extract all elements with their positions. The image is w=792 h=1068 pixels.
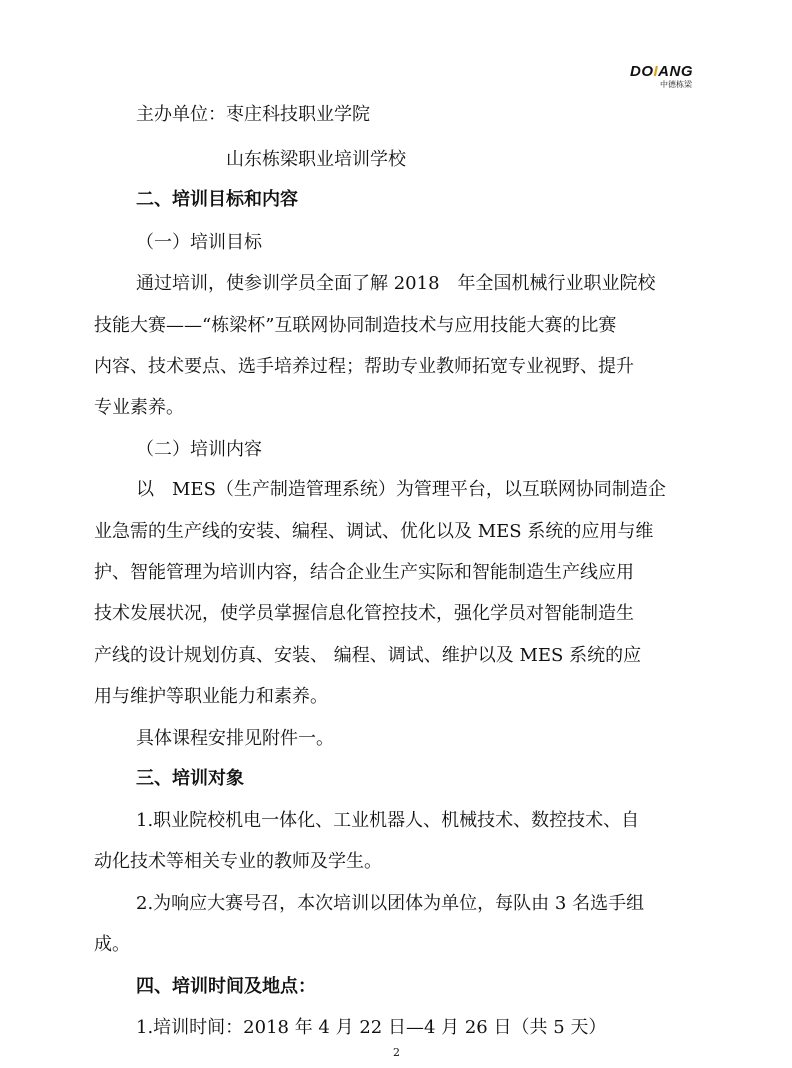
paragraph-line: 产线的设计规划仿真、安装、 编程、调试、维护以及 MES 系统的应 <box>94 645 642 666</box>
logo-subtitle: 中德栋梁 <box>660 80 692 89</box>
list-item-1-cont: 动化技术等相关专业的教师及学生。 <box>94 851 382 872</box>
logo-word-accent: I <box>653 63 659 80</box>
list-item-2: 2.为响应大赛号召，本次培训以团体为单位，每队由 3 名选手组 <box>136 893 645 914</box>
subsection-heading-objectives: （一）培训目标 <box>136 232 262 253</box>
organizer-line-2: 山东栋梁职业培训学校 <box>226 149 406 170</box>
paragraph-line: 技能大赛——“栋梁杯”互联网协同制造技术与应用技能大赛的比赛 <box>94 315 617 336</box>
paragraph-line: 通过培训，使参训学员全面了解 2018 年全国机械行业职业院校 <box>136 273 656 294</box>
paragraph-line: 护、智能管理为培训内容，结合企业生产实际和智能制造生产线应用 <box>94 562 634 583</box>
doiang-logo <box>630 64 702 90</box>
logo-word-a: DO <box>630 63 654 80</box>
paragraph-line: 以 MES（生产制造管理系统）为管理平台，以互联网协同制造企 <box>136 479 666 500</box>
paragraph-line: 业急需的生产线的安装、编程、调试、优化以及 MES 系统的应用与维 <box>94 521 654 542</box>
section-heading-2: 二、培训目标和内容 <box>136 189 298 210</box>
subsection-heading-content: （二）培训内容 <box>136 439 262 460</box>
list-item-1: 1.职业院校机电一体化、工业机器人、机械技术、数控技术、自 <box>136 810 640 831</box>
page-number: 2 <box>393 1046 400 1059</box>
logo-wordmark <box>630 64 702 80</box>
logo-word-b: ANG <box>658 63 694 80</box>
paragraph-line: 具体课程安排见附件一。 <box>136 728 334 749</box>
organizer-line: 主办单位：枣庄科技职业学院 <box>136 104 370 125</box>
paragraph-line: 内容、技术要点、选手培养过程；帮助专业教师拓宽专业视野、提升 <box>94 356 634 377</box>
paragraph-line: 用与维护等职业能力和素养。 <box>94 686 328 707</box>
list-item-2-cont: 成。 <box>94 934 130 955</box>
section-heading-4: 四、培训时间及地点： <box>136 976 316 997</box>
section-heading-3: 三、培训对象 <box>136 768 244 789</box>
paragraph-line: 专业素养。 <box>94 397 184 418</box>
list-item-time: 1.培训时间：2018 年 4 月 22 日—4 月 26 日（共 5 天） <box>136 1017 607 1038</box>
paragraph-line: 技术发展状况，使学员掌握信息化管控技术，强化学员对智能制造生 <box>94 603 634 624</box>
